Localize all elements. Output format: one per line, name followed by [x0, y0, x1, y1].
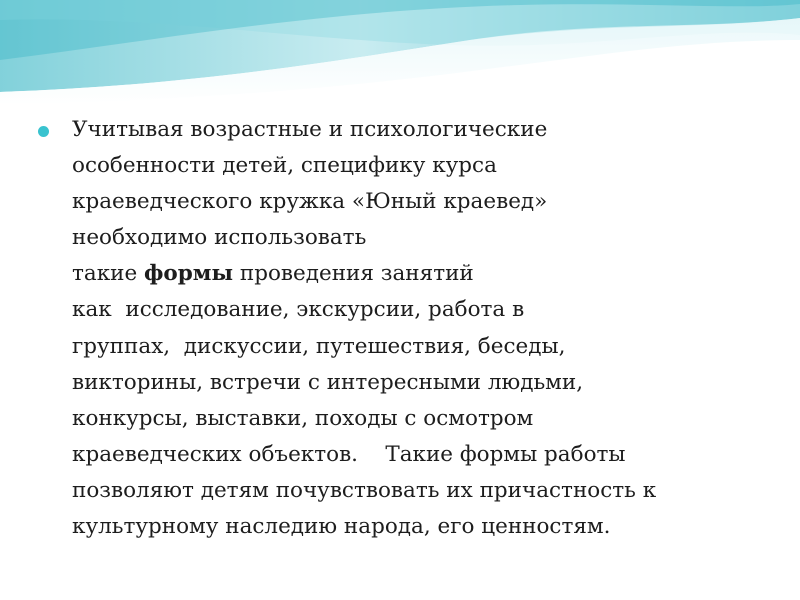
text-line: краеведческого кружка «Юный краевед»: [72, 189, 548, 215]
emphasis-forms: формы: [144, 261, 234, 287]
text-fragment: проведения занятий: [233, 261, 474, 287]
text-line: викторины, встречи с интересными людьми,: [72, 369, 584, 395]
text-line: особенности детей, специфику курса: [72, 153, 497, 179]
text-line: группах, дискуссии, путешествия, беседы,: [72, 333, 566, 359]
text-fragment: такие: [72, 261, 145, 287]
text-line: Учитывая возрастные и психологические: [72, 117, 548, 142]
text-line: как исследование, экскурсии, работа в: [72, 297, 525, 323]
text-line: позволяют детям почувствовать их причастность к: [72, 477, 657, 503]
text-line-with-emphasis: [72, 261, 474, 286]
text-line: культурному наследию народа, его ценностям.: [72, 514, 611, 540]
text-line: краеведческих объектов. Такие формы работы: [72, 441, 626, 467]
text-line: необходимо использовать: [72, 225, 367, 251]
body-paragraph: [72, 112, 772, 545]
header-wave-decoration: [0, 0, 800, 110]
bullet-icon: [38, 126, 49, 137]
text-line: конкурсы, выставки, походы с осмотром: [72, 405, 534, 431]
